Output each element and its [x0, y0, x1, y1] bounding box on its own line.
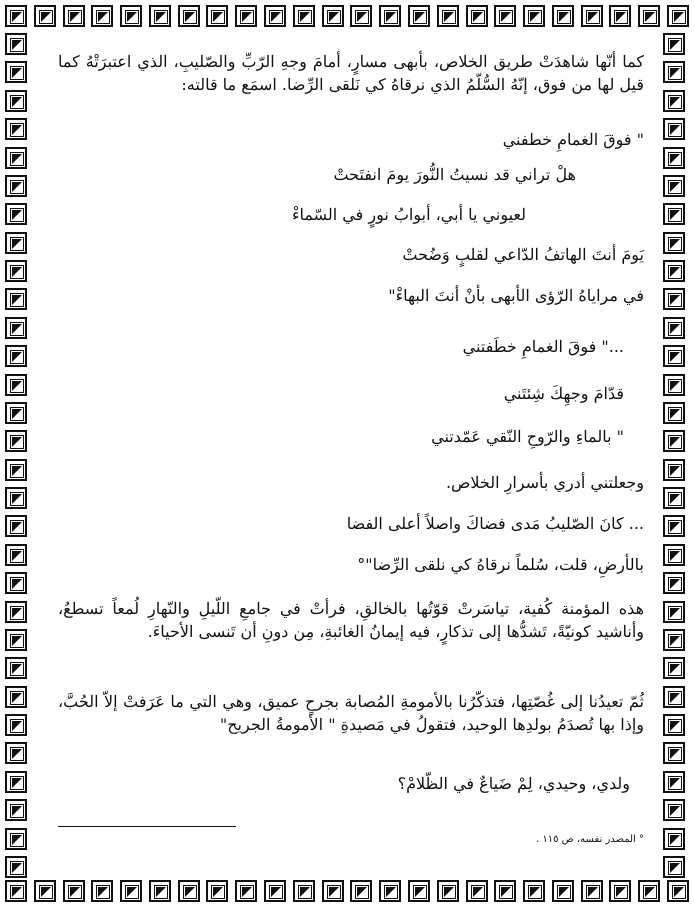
border-tile-icon	[663, 601, 685, 623]
border-tile-icon	[663, 828, 685, 850]
border-tile-icon	[552, 880, 574, 902]
border-tile-icon	[5, 487, 27, 509]
poem-line: قدّامَ وجهِكَ شِئتَني	[503, 384, 624, 403]
border-tile-icon	[235, 880, 257, 902]
border-tile-icon	[5, 33, 27, 55]
border-tile-icon	[663, 90, 685, 112]
border-tile-icon	[667, 880, 689, 902]
border-tile-icon	[5, 686, 27, 708]
border-tile-icon	[638, 880, 660, 902]
border-tile-icon	[581, 5, 603, 27]
border-tile-icon	[5, 203, 27, 225]
border-tile-icon	[264, 5, 286, 27]
border-tile-icon	[5, 288, 27, 310]
border-tile-icon	[5, 742, 27, 764]
border-tile-icon	[293, 880, 315, 902]
border-tile-icon	[663, 771, 685, 793]
border-tile-icon	[663, 430, 685, 452]
border-tile-icon	[663, 714, 685, 736]
border-tile-icon	[663, 487, 685, 509]
border-tile-icon	[91, 880, 113, 902]
border-tile-icon	[663, 402, 685, 424]
border-tile-icon	[663, 686, 685, 708]
border-tile-icon	[264, 880, 286, 902]
border-tile-icon	[5, 374, 27, 396]
border-tile-icon	[663, 147, 685, 169]
border-tile-icon	[178, 880, 200, 902]
border-tile-icon	[5, 601, 27, 623]
border-tile-icon	[408, 880, 430, 902]
footnote-divider	[58, 826, 236, 827]
border-tile-icon	[34, 880, 56, 902]
border-tile-icon	[322, 880, 344, 902]
border-tile-icon	[5, 544, 27, 566]
border-tile-icon	[350, 5, 372, 27]
border-tile-icon	[663, 799, 685, 821]
poem-line: ..." فوقَ الغمامِ خطَفتني	[462, 337, 624, 356]
border-tile-icon	[149, 880, 171, 902]
border-tile-icon	[663, 175, 685, 197]
border-tile-icon	[523, 880, 545, 902]
border-tile-icon	[34, 5, 56, 27]
border-tile-icon	[5, 345, 27, 367]
border-tile-icon	[91, 5, 113, 27]
border-tile-icon	[494, 880, 516, 902]
border-tile-icon	[5, 459, 27, 481]
footnote: ° المصدر نفسه، ص ١١٥ .	[536, 834, 644, 845]
border-tile-icon	[5, 657, 27, 679]
border-tile-icon	[663, 260, 685, 282]
border-tile-icon	[663, 374, 685, 396]
border-tile-icon	[663, 317, 685, 339]
border-tile-icon	[663, 203, 685, 225]
border-tile-icon	[379, 880, 401, 902]
border-tile-icon	[5, 260, 27, 282]
border-tile-icon	[5, 714, 27, 736]
border-tile-icon	[663, 572, 685, 594]
border-tile-icon	[5, 90, 27, 112]
border-tile-icon	[5, 61, 27, 83]
border-tile-icon	[149, 5, 171, 27]
closing-line: ولدي، وحيدي، لِمْ ضَياعٌ في الظّلامْ؟	[397, 774, 630, 793]
paragraph-three: ثُمّ تعيدُنا إلى غُصّتِها، فتذكّرُنا بالأمومةِ المُصابة بجرحٍ عميق، وهي التي ما عَرَفتْ إلاّ الحُبَّ، وإذا بها تُصدَمُ بولدِها الوحيد، فتقولُ في مَصيدةِ " الأمومةُ الجريح"	[58, 692, 645, 734]
border-tile-icon	[437, 5, 459, 27]
border-tile-icon	[663, 856, 685, 878]
border-tile-icon	[408, 5, 430, 27]
border-tile-icon	[5, 317, 27, 339]
border-tile-icon	[206, 880, 228, 902]
border-tile-icon	[466, 880, 488, 902]
border-tile-icon	[5, 147, 27, 169]
poem-line: ... كانَ الصّليبُ مَدى فضاكَ واصلاً أعلى الفضا	[346, 514, 644, 533]
border-tile-icon	[663, 544, 685, 566]
border-tile-icon	[667, 5, 689, 27]
poem-line: وجعلتني أدري بأسرارِ الخلاص.	[445, 473, 644, 492]
border-tile-icon	[609, 880, 631, 902]
border-tile-icon	[663, 345, 685, 367]
poem-line: " فوقَ الغمامِ خطفني	[502, 130, 644, 149]
paragraph-two: هذه المؤمنة كُفية، تياسَرتْ قوّتُها بالخالقِ، فرأتْ في جامعِ اللّيلِ والنّهارِ لُمعاً تسطعُ، وأناشيد كونيّةً، تَشدُّها إلى تذكارٍ، فيه إيمانُ الغائبةِ، مِن دونِ أن تَنسى الأحياءَ.	[58, 599, 644, 641]
border-tile-icon	[5, 572, 27, 594]
border-tile-icon	[638, 5, 660, 27]
border-tile-icon	[5, 175, 27, 197]
border-tile-icon	[5, 629, 27, 651]
border-tile-icon	[350, 880, 372, 902]
border-tile-icon	[663, 459, 685, 481]
border-tile-icon	[63, 5, 85, 27]
border-tile-icon	[63, 880, 85, 902]
poem-line: في مراياهُ الرّؤى الأبهى بأنْ أنتَ البهاءْ"	[388, 286, 644, 305]
border-tile-icon	[663, 657, 685, 679]
border-tile-icon	[663, 515, 685, 537]
border-tile-icon	[5, 828, 27, 850]
border-tile-icon	[663, 118, 685, 140]
border-tile-icon	[494, 5, 516, 27]
border-tile-icon	[663, 288, 685, 310]
border-tile-icon	[293, 5, 315, 27]
border-tile-icon	[581, 880, 603, 902]
border-tile-icon	[235, 5, 257, 27]
border-left	[5, 33, 31, 878]
border-tile-icon	[5, 232, 27, 254]
poem-line: لعيوني يا أبي، أبوابُ نورٍ في السّماءْ	[291, 205, 526, 224]
poem-line: " بالماءِ والرّوحِ النّقي عَمّدتني	[431, 427, 624, 446]
border-tile-icon	[5, 515, 27, 537]
border-tile-icon	[663, 742, 685, 764]
border-tile-icon	[379, 5, 401, 27]
border-tile-icon	[552, 5, 574, 27]
border-tile-icon	[322, 5, 344, 27]
border-tile-icon	[663, 61, 685, 83]
border-tile-icon	[5, 799, 27, 821]
border-tile-icon	[663, 232, 685, 254]
border-tile-icon	[5, 430, 27, 452]
border-tile-icon	[663, 629, 685, 651]
border-tile-icon	[609, 5, 631, 27]
border-tile-icon	[663, 33, 685, 55]
border-tile-icon	[120, 5, 142, 27]
poem-line: بالأرضِ، قلت، سُلماً نرقاهُ كي نلقى الرِّضا"°	[357, 555, 644, 574]
border-tile-icon	[120, 880, 142, 902]
border-tile-icon	[5, 856, 27, 878]
border-tile-icon	[206, 5, 228, 27]
poem-line: يَومَ أنتَ الهاتفُ الدّاعي لقلبٍ وَضُحتْ	[402, 245, 644, 264]
border-bottom	[5, 880, 689, 906]
border-tile-icon	[466, 5, 488, 27]
border-tile-icon	[523, 5, 545, 27]
border-right	[663, 33, 689, 878]
page-content	[58, 50, 644, 870]
border-tile-icon	[178, 5, 200, 27]
border-tile-icon	[5, 402, 27, 424]
border-tile-icon	[5, 118, 27, 140]
intro-paragraph: كما أنّها شاهدَتْ طريق الخلاص، بأبهى مسارٍ، أمامَ وجهِ الرّبِّ والصّليبِ، الذي اعتبرَتْهُ كما قيل لها من فوق، إنّهُ السُّلّمُ الذي نرقاهُ كي نَلقى الرِّضا. اسمَع ما قالته:	[58, 52, 644, 94]
border-top	[5, 5, 689, 31]
border-tile-icon	[437, 880, 459, 902]
border-tile-icon	[5, 771, 27, 793]
border-tile-icon	[5, 5, 27, 27]
border-tile-icon	[5, 880, 27, 902]
poem-line: هلْ تراني قد نسيتُ النُّورَ يومَ انفتَحتْ	[333, 165, 576, 184]
